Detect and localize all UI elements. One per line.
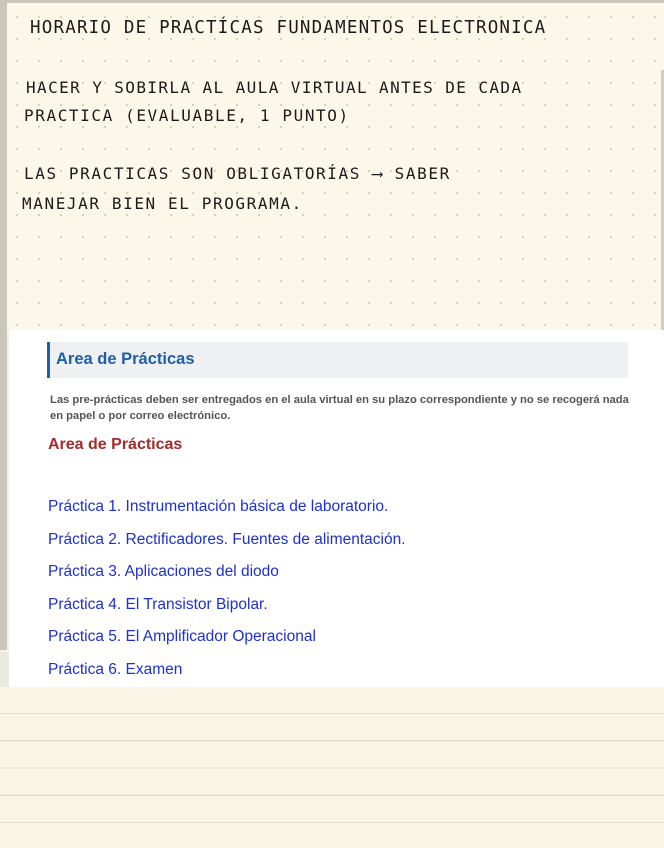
page-left-edge [0, 0, 7, 650]
pasted-web-screenshot [9, 330, 664, 687]
practice-link-4[interactable]: Práctica 4. El Transistor Bipolar. [48, 595, 268, 613]
section-heading-box [47, 342, 628, 378]
practice-link-3[interactable]: Práctica 3. Aplicaciones del diodo [48, 563, 279, 580]
practice-list [48, 498, 406, 693]
page-divider [0, 652, 9, 688]
page-top-edge [0, 0, 664, 3]
note-line-3: LAS PRACTICAS SON OBLIGATORÍAS ⟶ SABER [24, 164, 451, 183]
note-line-4: MANEJAR BIEN EL PROGRAMA. [22, 194, 303, 213]
lined-note-area [0, 687, 664, 848]
section-heading: Area de Prácticas [56, 350, 195, 368]
note-line-1: HACER Y SOBIRLA AL AULA VIRTUAL ANTES DE CADA [26, 78, 523, 97]
note-line-2: PRACTICA (EVALUABLE, 1 PUNTO) [24, 106, 350, 125]
practice-link-1[interactable]: Práctica 1. Instrumentación básica de laboratorio. [48, 498, 389, 515]
note-title: HORARIO DE PRACTÍCAS FUNDAMENTOS ELECTRONICA [30, 18, 547, 38]
notice-text: Las pre-prácticas deben ser entregados en el aula virtual en su plazo correspondiente y no se recogerá nada en papel o por correo electrónico. [50, 394, 629, 422]
practice-link-6[interactable]: Práctica 6. Examen [48, 660, 183, 678]
practice-link-5[interactable]: Práctica 5. El Amplificador Operacional [48, 628, 316, 645]
handwritten-note-area [0, 0, 664, 330]
practice-link-2[interactable]: Práctica 2. Rectificadores. Fuentes de alimentación. [48, 530, 406, 548]
section-subheading: Area de Prácticas [48, 436, 183, 453]
